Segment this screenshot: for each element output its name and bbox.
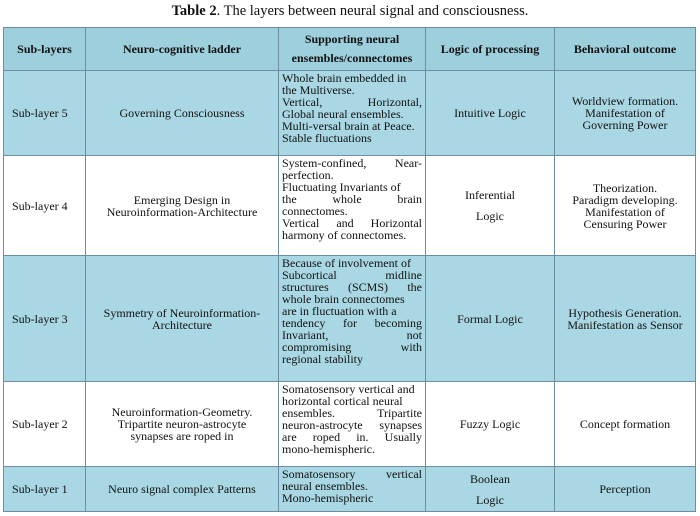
- outcome-line: Governing Power: [582, 118, 668, 132]
- logic-line: Logic: [476, 492, 504, 507]
- layers-table: [3, 27, 696, 512]
- cell-logic: [426, 467, 555, 512]
- table-row: [4, 467, 696, 512]
- cell-ladder: [86, 382, 279, 467]
- table-row: [4, 256, 696, 382]
- support-line: the whole brain: [282, 192, 422, 206]
- cell-sublayer: Sub-layer 2: [4, 382, 86, 467]
- support-line: Invariant, not: [282, 328, 422, 342]
- outcome-line: Manifestation of: [585, 106, 665, 120]
- cell-outcome: [555, 256, 696, 382]
- table-row: [4, 156, 696, 256]
- support-line: Vertical and Horizontal: [282, 216, 422, 230]
- support-line: regional stability: [282, 352, 363, 366]
- cell-support: [279, 156, 426, 256]
- support-line: Because of involvement of: [282, 256, 411, 270]
- support-line: are in fluctuation with a: [282, 304, 397, 318]
- logic-line: Boolean: [470, 471, 510, 486]
- cell-outcome: [555, 382, 696, 467]
- support-line: connectomes.: [282, 204, 348, 218]
- support-line: neuron-astrocyte synapses: [282, 418, 422, 432]
- logic-line: Intuitive Logic: [454, 106, 526, 120]
- ladder-line: Neuro signal complex Patterns: [108, 482, 256, 496]
- cell-ladder: [86, 467, 279, 512]
- logic-line: Logic: [476, 209, 504, 223]
- support-line: ensembles. Tripartite: [282, 406, 422, 420]
- header-support: Supporting neural ensembles/connectomes: [279, 28, 426, 71]
- cell-ladder: [86, 71, 279, 156]
- cell-sublayer: Sub-layer 5: [4, 71, 86, 156]
- outcome-line: Manifestation of: [585, 204, 665, 219]
- support-line: horizontal cortical neural: [282, 394, 403, 408]
- support-line: mono-hemispheric.: [282, 442, 375, 456]
- table-row: [4, 382, 696, 467]
- ladder-line: Tripartite neuron-astrocyte: [117, 417, 247, 431]
- ladder-line: Emerging Design in: [133, 192, 231, 207]
- support-line: perfection.: [282, 168, 334, 182]
- logic-line: Fuzzy Logic: [459, 417, 521, 431]
- support-line: compromising with: [282, 340, 422, 354]
- ladder-line: synapses are roped in: [130, 429, 234, 443]
- header-row: [4, 28, 696, 71]
- logic-line: Inferential: [465, 188, 515, 202]
- support-line: whole brain connectomes: [282, 292, 405, 306]
- cell-sublayer: Sub-layer 4: [4, 156, 86, 256]
- support-line: are roped in. Usually: [282, 430, 422, 444]
- support-line: Global neural ensembles.: [282, 107, 404, 121]
- table-caption: [0, 1, 700, 21]
- table-label: Table 2: [171, 3, 217, 19]
- cell-logic: [426, 71, 555, 156]
- support-line: tendency for becoming: [282, 316, 422, 330]
- support-line: the Multiverse.: [282, 83, 355, 97]
- cell-logic: [426, 256, 555, 382]
- support-line: harmony of connectomes.: [282, 228, 407, 242]
- support-line: Multi-versal brain at Peace.: [282, 119, 415, 133]
- outcome-line: Hypothesis Generation.: [568, 305, 682, 320]
- support-line: structures (SCMS) the: [282, 280, 422, 294]
- outcome-line: Theorization.: [592, 180, 658, 195]
- cell-support: [279, 467, 426, 512]
- support-line: Whole brain embedded in: [282, 71, 407, 85]
- outcome-line: Manifestation as Sensor: [567, 317, 683, 332]
- header-sublayers: Sub-layers: [4, 28, 86, 71]
- table-row: [4, 71, 696, 156]
- outcome-line: Perception: [599, 482, 651, 496]
- ladder-line: Architecture: [152, 317, 212, 332]
- outcome-line: Paradigm developing.: [572, 192, 678, 207]
- ladder-line: Symmetry of Neuroinformation-: [103, 305, 261, 320]
- support-line: Fluctuating Invariants of: [282, 180, 401, 194]
- cell-outcome: [555, 71, 696, 156]
- table-caption-text: . The layers between neural signal and consciousness.: [216, 3, 529, 19]
- cell-sublayer: Sub-layer 1: [4, 467, 86, 512]
- ladder-line: Neuroinformation-Architecture: [106, 204, 258, 219]
- outcome-line: Concept formation: [579, 417, 671, 431]
- support-line: neural ensembles.: [282, 479, 368, 493]
- header-ladder: Neuro-cognitive ladder: [86, 28, 279, 71]
- support-line: Vertical, Horizontal,: [282, 95, 422, 109]
- support-line: Mono-hemispheric: [282, 491, 374, 505]
- cell-support: [279, 382, 426, 467]
- support-line: Subcortical midline: [282, 268, 422, 282]
- cell-ladder: [86, 256, 279, 382]
- cell-outcome: [555, 156, 696, 256]
- cell-outcome: [555, 467, 696, 512]
- logic-line: Formal Logic: [457, 311, 523, 326]
- cell-logic: [426, 156, 555, 256]
- cell-ladder: [86, 156, 279, 256]
- outcome-line: Worldview formation.: [571, 94, 679, 108]
- ladder-line: Governing Consciousness: [119, 106, 245, 120]
- support-line: Somatosensory vertical: [282, 467, 422, 481]
- outcome-line: Censuring Power: [583, 216, 667, 231]
- support-line: Stable fluctuations: [282, 131, 372, 145]
- cell-support: [279, 71, 426, 156]
- cell-sublayer: Sub-layer 3: [4, 256, 86, 382]
- header-outcome: Behavioral outcome: [555, 28, 696, 71]
- cell-support: [279, 256, 426, 382]
- cell-logic: [426, 382, 555, 467]
- support-line: Somatosensory vertical and: [282, 382, 415, 396]
- support-line: System-confined, Near-: [282, 156, 422, 170]
- header-logic: Logic of processing: [426, 28, 555, 71]
- ladder-line: Neuroinformation-Geometry.: [111, 405, 253, 419]
